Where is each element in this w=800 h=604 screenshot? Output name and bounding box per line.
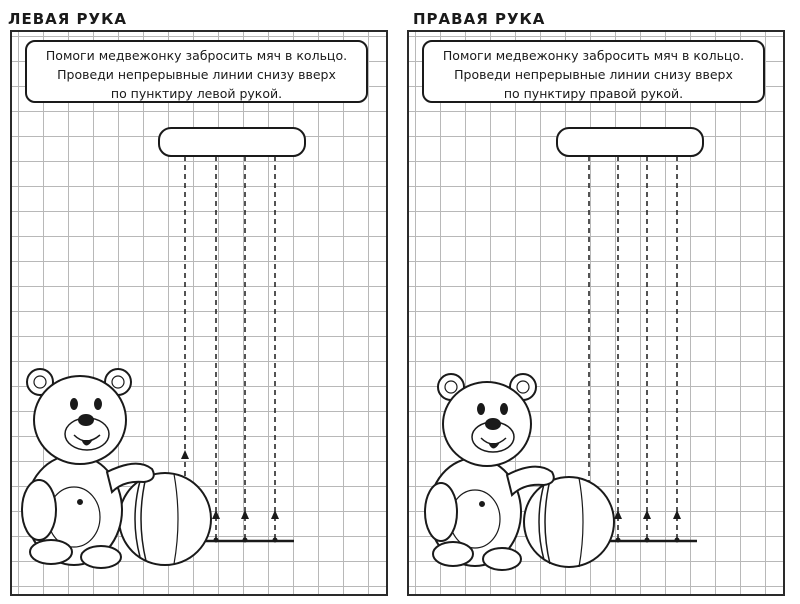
grid-sheet-left [10, 30, 388, 596]
instruction-line-3: по пунктиру левой рукой. [110, 86, 283, 101]
hoop-icon [557, 128, 703, 156]
instruction-line-1: Помоги медвежонку забросить мяч в кольцо. [45, 48, 348, 63]
instruction-line-2: Проведи непрерывные линии снизу вверх [454, 67, 733, 82]
grid-sheet-right [407, 30, 785, 596]
instruction-line-2: Проведи непрерывные линии снизу вверх [57, 67, 336, 82]
right-hand-page [403, 0, 798, 604]
instruction-line-1: Помоги медвежонку забросить мяч в кольцо. [442, 48, 745, 63]
tracing-exercise-right [409, 32, 783, 594]
instruction-line-3: по пунктиру правой рукой. [503, 86, 684, 101]
ball-icon [524, 477, 614, 567]
page-title-left: ЛЕВАЯ РУКА [8, 10, 127, 28]
left-hand-page [0, 0, 395, 604]
page-title-right: ПРАВАЯ РУКА [413, 10, 546, 28]
hoop-icon [159, 128, 305, 156]
tracing-exercise-left [12, 32, 386, 594]
ball-icon [119, 473, 211, 565]
